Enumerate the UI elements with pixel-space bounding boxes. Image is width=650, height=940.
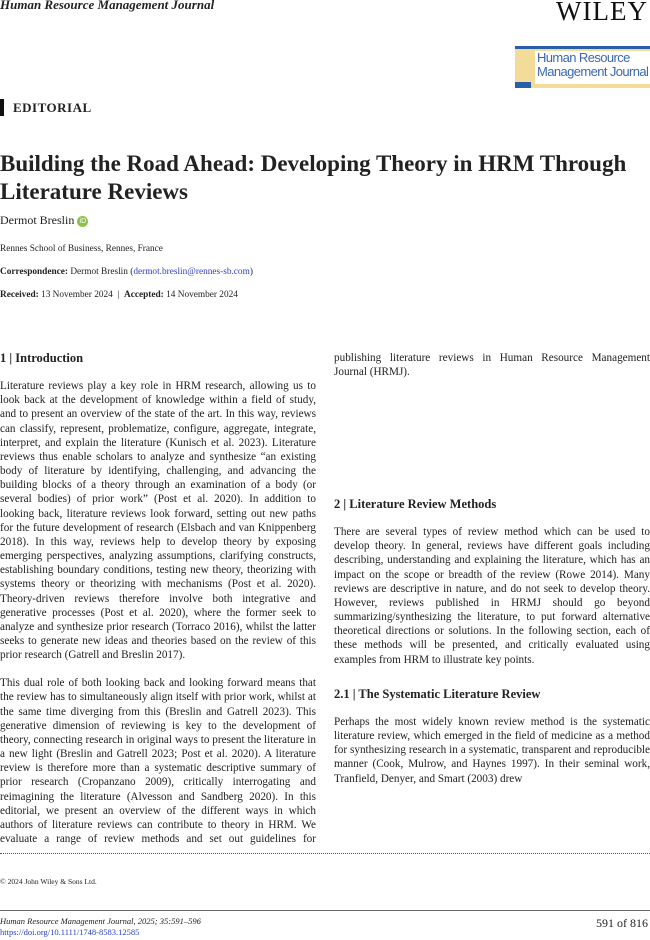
- affiliation: Rennes School of Business, Rennes, France: [0, 244, 163, 254]
- dates: [0, 290, 238, 300]
- page-number: 591 of 816: [596, 916, 648, 930]
- citation-text: Human Resource Management Journal, 2025; 35:591–596: [0, 916, 201, 926]
- correspondence-name: Dermot Breslin (: [70, 267, 134, 277]
- received-label: Received:: [0, 290, 39, 300]
- left-column: [0, 351, 316, 846]
- paragraph: This dual role of both looking back and looking forward means that the review has to simultaneously align itself with prior work, whilst at the same time diverging from this (Breslin and Gatrell 2023). This generative dimension of reviewing is key to the development of theory, connecting research in original ways to present the literature in a new light (Breslin and Gatrell 2023; Post et al. 2020). A literature review is therefore more than a systematic descriptive summary of prior research (Cropanzano 2009), critically interrogating and reimagining the literature (Alvesson and Sandberg 2020). In this editorial, we present an overview of the different ways in which authors of literature reviews can contribute to theory in HRM. We evaluate a range of review methods and set out guidelines for: [0, 677, 316, 845]
- separator: |: [117, 290, 120, 300]
- right-column-sections: [334, 497, 650, 800]
- article-title: Building the Road Ahead: Developing Theory in HRM Through Literature Reviews: [0, 151, 627, 204]
- logo-line1: Human Resource: [537, 50, 630, 65]
- footnote-divider: [0, 853, 650, 854]
- paragraph: Literature reviews play a key role in HRM research, allowing us to look back at the development of knowledge within a field of study, and to present an overview of the state of the art. In this way, reviews can classify, represent, problematize, configure, aggregate, integrate, interpret, and explain the literature (Kunisch et al. 2023). Literature reviews thus enable scholars to analyze and synthesize “an existing body of literature by identifying, challenging, and advancing the building blocks of a theory through an examination of a body (or several bodies) of prior work” (Post et al. 2020). In addition to looking back, literature reviews look forward, setting out new paths for the future development of research (Elsbach and van Knippenberg 2018). In this way, reviews help to develop theory by exposing emerging perspectives, analyzing assumptions, clarifying constructs, establishing boundary conditions, testing new theory, theorizing with systems theory or theorizing with mechanisms (Post et al. 2020). Theory-driven reviews therefore involve both integrative and generative processes (Post et al. 2020), where the former seek to analyze and synthesize prior research (Torraco 2016), whilst the latter seeks to generate new ideas and theories based on the review of this prior research (Gatrell and Breslin 2017).: [0, 380, 316, 662]
- footer-divider: [0, 910, 650, 911]
- section-heading: 2 | Literature Review Methods: [334, 497, 497, 511]
- paragraph: There are several types of review method which can be used to develop theory. In general, reviews have different goals including describing, understanding and explaining the literature, which has an impact on the scope or breadth of the review (Rowe 2014). Many reviews are descriptive in nature, and do not seek to develop theory. However, reviews published in HRMJ should go beyond summarizing/synthesizing the literature, to put forward alternative theoretical directions or solutions. In the following section, each of these methods will be presented, and critically evaluated using examples from HRM to illustrate key points.: [334, 526, 650, 666]
- received-date: 13 November 2024: [41, 290, 113, 300]
- logo-line2: Management Journal: [537, 64, 649, 79]
- orcid-icon[interactable]: iD: [77, 216, 88, 227]
- running-journal-title: Human Resource Management Journal: [0, 0, 215, 12]
- correspondence-label: Correspondence:: [0, 267, 68, 277]
- footer-citation: [0, 916, 201, 926]
- doi-link[interactable]: https://doi.org/10.1111/1748-8583.12585: [0, 927, 140, 937]
- journal-logo: [515, 46, 650, 88]
- section-heading: 1 | Introduction: [0, 351, 84, 365]
- paragraph: Perhaps the most widely known review method is the systematic literature review, which emerged in the field of medicine as a method for synthesizing research in a systematic, transparent and reproducible manner (Cook, Mulrow, and Haynes 1997). In their seminal work, Tranfield, Denyer, and Smart (2003) drew: [334, 715, 650, 785]
- correspondence: [0, 267, 253, 277]
- author-name[interactable]: Dermot Breslin: [0, 213, 75, 227]
- article-type: EDITORIAL: [0, 99, 92, 116]
- publisher-logo: WILEY: [556, 0, 648, 26]
- paren: ): [249, 267, 253, 277]
- left-column-overflow: [334, 351, 650, 379]
- copyright: © 2024 John Wiley & Sons Ltd.: [0, 877, 97, 886]
- author: [0, 213, 88, 228]
- paragraph: publishing literature reviews in Human Resource Management Journal (HRMJ).: [334, 352, 650, 379]
- accepted-label: Accepted:: [124, 290, 164, 300]
- accepted-date: 14 November 2024: [166, 290, 238, 300]
- email-link[interactable]: dermot.breslin@rennes-sb.com: [133, 267, 250, 277]
- subsection-heading: 2.1 | The Systematic Literature Review: [334, 686, 541, 701]
- continued-text: [334, 351, 650, 379]
